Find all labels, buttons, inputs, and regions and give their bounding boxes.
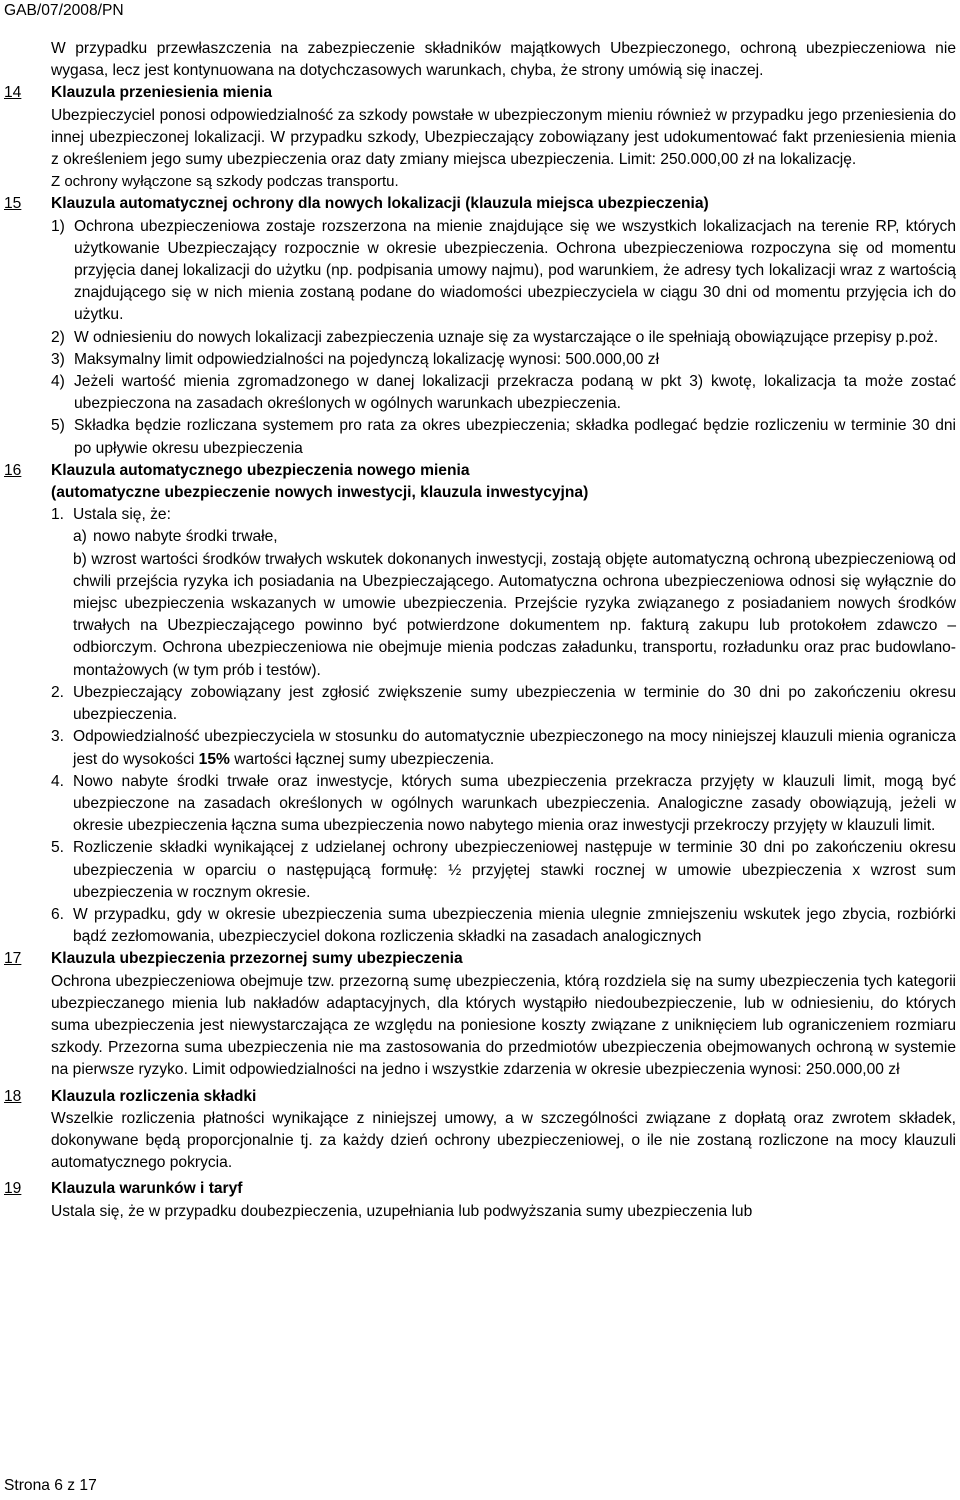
list-item-text: Ubezpieczający zobowiązany jest zgłosić zwiększenie sumy ubezpieczenia w terminie do 30 dni po zakończeniu okresu ubezpieczenia. (73, 683, 956, 724)
document-header-code: GAB/07/2008/PN (4, 2, 124, 19)
list-item (51, 904, 956, 948)
list-item (51, 371, 956, 415)
section-number: 18 (4, 1087, 22, 1105)
section-body: Ubezpieczyciel ponosi odpowiedzialność za szkody powstałe w ubezpieczonym mieniu również w przypadku jego przeniesienia do innej ubezpieczonej lokalizacji. W przypadku szkody, Ubezpieczający zobowiązany jest udokumentować fakt przeniesienia mienia z określeniem jego sumy ubezpieczenia oraz daty zmiany miejsca ubezpieczenia. Limit: 250.000,00 zł na lokalizację. (51, 106, 956, 169)
intro-paragraph: W przypadku przewłaszczenia na zabezpieczenie składników majątkowych Ubezpieczonego, ochroną ubezpieczeniowa nie wygasa, lecz jest kontynuowana na dotychczasowych warunkach, chyba, że strony umówią się inaczej. (51, 40, 956, 80)
sub-item-text: nowo nabyte środki trwałe, (93, 528, 278, 546)
section-14 (4, 82, 956, 193)
section-17 (4, 948, 956, 1081)
page-number-footer: Strona 6 z 17 (4, 1477, 97, 1494)
list-item-text: W przypadku, gdy w okresie ubezpieczenia suma ubezpieczenia mienia ulegnie zmniejszeniu wskutek jego zbycia, rozbiórki bądź zezłomowania, ubezpieczyciel dokona rozliczenia składki na zasadach analogicznych (73, 905, 956, 946)
list-item (51, 504, 956, 526)
section-number: 16 (4, 461, 22, 479)
list-item-number: 2) (51, 328, 65, 346)
list-item-text-part: Odpowiedzialność ubezpieczyciela w stosunku do automatycznie ubezpieczonego na mocy niniejszej klauzuli mienia ogranicza jest do wysokości (73, 728, 956, 768)
list-item (51, 726, 956, 770)
list-item (51, 837, 956, 904)
list-item-text: Maksymalny limit odpowiedzialności na pojedynczą lokalizację wynosi: 500.000,00 zł (74, 350, 660, 368)
section-15 (4, 193, 956, 459)
list-item-text: Ochrona ubezpieczeniowa zostaje rozszerzona na mienie znajdujące się we wszystkich lokalizacjach na terenie RP, których użytkowanie Ubezpieczający rozpocznie w okresie ubezpieczenia. Ochrona ubezpieczeniowa rozpoczyna się od momentu przyjęcia danej lokalizacji do użytku (np. podpisania umowy najmu), pod warunkiem, że adresy tych lokalizacji wraz z wartością znajdującego się w nich mienia zostaną podane do wiadomości ubezpieczyciela w ciągu 30 dni od momentu przyjęcia ich do użytku. (74, 217, 956, 324)
list-item-text: Ustala się, że: (73, 506, 171, 524)
list-item-number: 5. (51, 839, 65, 857)
list-item-number: 4. (51, 772, 65, 790)
list-item-number: 1) (51, 217, 65, 235)
section-number: 19 (4, 1180, 22, 1198)
list-item-number: 5) (51, 417, 65, 435)
list-item-number: 2. (51, 683, 65, 701)
list-item-text: W odniesieniu do nowych lokalizacji zabezpieczenia uznaje się za wystarczające o ile spełniają obowiązujące przepisy p.poż. (74, 328, 939, 346)
list-item-text: Nowo nabyte środki trwałe oraz inwestycje, których suma ubezpieczenia przekracza przyjęty w klauzuli limit, mogą być ubezpieczone na zasadach określonych w ogólnych warunkach ubezpieczenia. Analogiczne zasady obowiązują, jeżeli w okresie ubezpieczenia łączna suma ubezpieczenia nowo nabytego mienia oraz inwestycji przekroczy przyjęty w klauzuli limit. (73, 772, 956, 835)
section-title: Klauzula rozliczenia składki (51, 1087, 257, 1105)
section-19 (4, 1178, 956, 1222)
list-item-number: 4) (51, 373, 65, 391)
section-title: Klauzula ubezpieczenia przezornej sumy ubezpieczenia (51, 950, 463, 968)
section-body: Ustala się, że w przypadku doubezpieczenia, uzupełniania lub podwyższania sumy ubezpieczenia lub (51, 1202, 753, 1220)
section-number: 15 (4, 195, 22, 213)
list-item-text: Rozliczenie składki wynikającej z udzielanej ochrony ubezpieczeniowej następuje w terminie 30 dni po zakończeniu okresu ubezpieczenia w oparciu o następującą formułę: ½ przyjętej stawki rocznej w umowie ubezpieczenia x wzrost sum ubezpieczenia w rocznym okresie. (73, 839, 956, 901)
sub-item-letter: a) (73, 528, 87, 546)
limit-percent: 15% (198, 750, 230, 768)
list-item (51, 415, 956, 459)
list-item (51, 216, 956, 327)
sub-item-a (73, 526, 956, 548)
list-item-text-part: wartości łącznej sumy ubezpieczenia. (229, 750, 495, 768)
section-note: Z ochrony wyłączone są szkody podczas transportu. (51, 173, 399, 191)
list-item (51, 349, 956, 371)
list-item-number: 1. (51, 506, 65, 524)
document-body (4, 38, 956, 1223)
section-title: Klauzula automatycznej ochrony dla nowych lokalizacji (klauzula miejsca ubezpieczenia) (51, 195, 709, 213)
section-title: Klauzula przeniesienia mienia (51, 84, 272, 102)
list-item-text: Jeżeli wartość mienia zgromadzonego w danej lokalizacji przekracza podaną w pkt 3) kwotę, lokalizacja ta może zostać ubezpieczona na zasadach określonych w ogólnych warunkach ubezpieczenia. (74, 373, 956, 413)
list-item-number: 3) (51, 350, 65, 368)
section-number: 17 (4, 950, 22, 968)
section-number: 14 (4, 84, 22, 102)
list-item-number: 6. (51, 905, 65, 923)
list-item-number: 3. (51, 728, 65, 746)
list-item (51, 771, 956, 838)
section-title: Klauzula warunków i taryf (51, 1180, 243, 1198)
list-item-text: Składka będzie rozliczana systemem pro rata za okres ubezpieczenia; składka podlegać będzie rozliczeniu w terminie 30 dni po upływie okresu ubezpieczenia (74, 417, 956, 457)
section-body: Wszelkie rozliczenia płatności wynikające z niniejszej umowy, a w szczególności związane z dopłatą oraz zwrotem składek, dokonywane będą proporcjonalnie tj. za każdy dzień ochrony ubezpieczeniowej, o ile nie zostaną rozliczone na mocy klauzuli automatycznego pokrycia. (51, 1109, 956, 1172)
sub-item-b: b) wzrost wartości środków trwałych wskutek dokonanych inwestycji, zostają objęte automatyczną ochroną ubezpieczeniową od chwili przejścia ryzyka ich posiadania na Ubezpieczającego. Automatyczna ochrona ubezpieczeniowa odnosi się wyłącznie do miejsc ubezpieczenia wskazanych w umowie ubezpieczenia. Przejście ryzyka związanego z posiadaniem nowych środków trwałych na Ubezpieczającego powinno być potwierdzone dokumentem np. fakturą zakupu lub protokołem zdawczo – odbiorczym. Ochrona ubezpieczeniowa nie obejmuje mienia podczas załadunku, transportu, rozładunku oraz prac budowlano-montażowych (w tym prób i testów). (73, 550, 956, 679)
section-body: Ochrona ubezpieczeniowa obejmuje tzw. przezorną sumę ubezpieczenia, którą rozdziela się na sumy ubezpieczenia tych kategorii ubezpieczanego mienia lub nakładów adaptacyjnych, dla których wystąpiło niedoubezpieczenie, lub w odniesieniu, do których suma ubezpieczenia jest niewystarczająca ze względu na poniesione koszty związane z uniknięciem lub ograniczeniem rozmiaru szkody. Przezorna suma ubezpieczenia nie ma zastosowania do przedmiotów ubezpieczenia obejmowanych ochroną w systemie na pierwsze ryzyko. Limit odpowiedzialności na jedno i wszystkie zdarzenia w okresie ubezpieczenia wynosi: 250.000,00 zł (51, 972, 956, 1079)
section-title: Klauzula automatycznego ubezpieczenia nowego mienia (51, 461, 470, 479)
section-16 (4, 460, 956, 948)
section-18 (4, 1086, 956, 1175)
section-subtitle: (automatyczne ubezpieczenie nowych inwestycji, klauzula inwestycyjna) (51, 484, 589, 502)
list-item (51, 327, 956, 349)
list-item-text (73, 728, 956, 767)
list-item (51, 682, 956, 726)
